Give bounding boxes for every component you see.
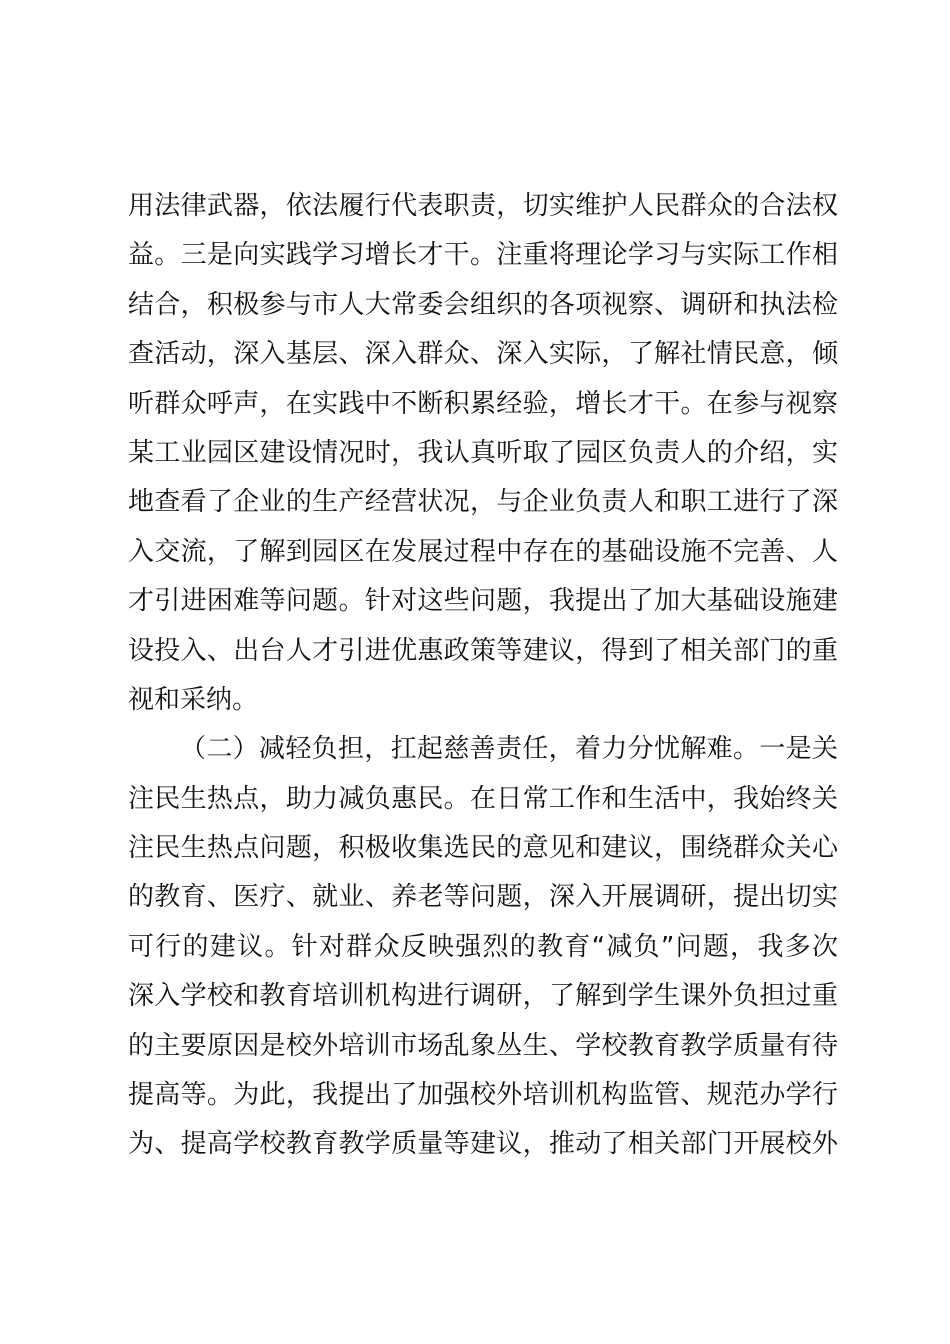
text-line: 的主要原因是校外培训市场乱象丛生、学校教育教学质量有待 (128, 1030, 838, 1061)
text-line: 益。三是向实践学习增长才干。注重将理论学习与实际工作相 (128, 240, 838, 271)
text-line: 查活动，深入基层、深入群众、深入实际，了解社情民意，倾 (128, 339, 838, 370)
text-line: 设投入、出台人才引进优惠政策等建议，得到了相关部门的重 (128, 635, 838, 666)
section-heading-line: （二）减轻负担，扛起慈善责任，着力分忧解难。一是关 (180, 734, 838, 765)
text-line: 结合，积极参与市人大常委会组织的各项视察、调研和执法检 (128, 289, 838, 320)
text-line: 可行的建议。针对群众反映强烈的教育“减负”问题，我多次 (128, 931, 838, 962)
text-line: 为、提高学校教育教学质量等建议，推动了相关部门开展校外 (128, 1129, 838, 1160)
text-line: 地查看了企业的生产经营状况，与企业负责人和职工进行了深 (128, 487, 838, 518)
text-line: 入交流，了解到园区在发展过程中存在的基础设施不完善、人 (128, 536, 838, 567)
text-line: 才引进困难等问题。针对这些问题，我提出了加大基础设施建 (128, 586, 838, 617)
text-line: 的教育、医疗、就业、养老等问题，深入开展调研，提出切实 (128, 882, 838, 913)
text-line: 注民生热点，助力减负惠民。在日常工作和生活中，我始终关 (128, 783, 838, 814)
text-line: 深入学校和教育培训机构进行调研，了解到学生课外负担过重 (128, 981, 838, 1012)
text-line: 用法律武器，依法履行代表职责，切实维护人民群众的合法权 (128, 191, 838, 221)
text-line: 某工业园区建设情况时，我认真听取了园区负责人的介绍，实 (128, 437, 838, 468)
body-text (128, 182, 838, 1170)
text-line: 提高等。为此，我提出了加强校外培训机构监管、规范办学行 (128, 1080, 838, 1111)
paragraph-end-line: 视和采纳。 (128, 684, 259, 715)
text-line: 听群众呼声，在实践中不断积累经验，增长才干。在参与视察 (128, 388, 838, 419)
text-line: 注民生热点问题，积极收集选民的意见和建议，围绕群众关心 (128, 833, 838, 864)
